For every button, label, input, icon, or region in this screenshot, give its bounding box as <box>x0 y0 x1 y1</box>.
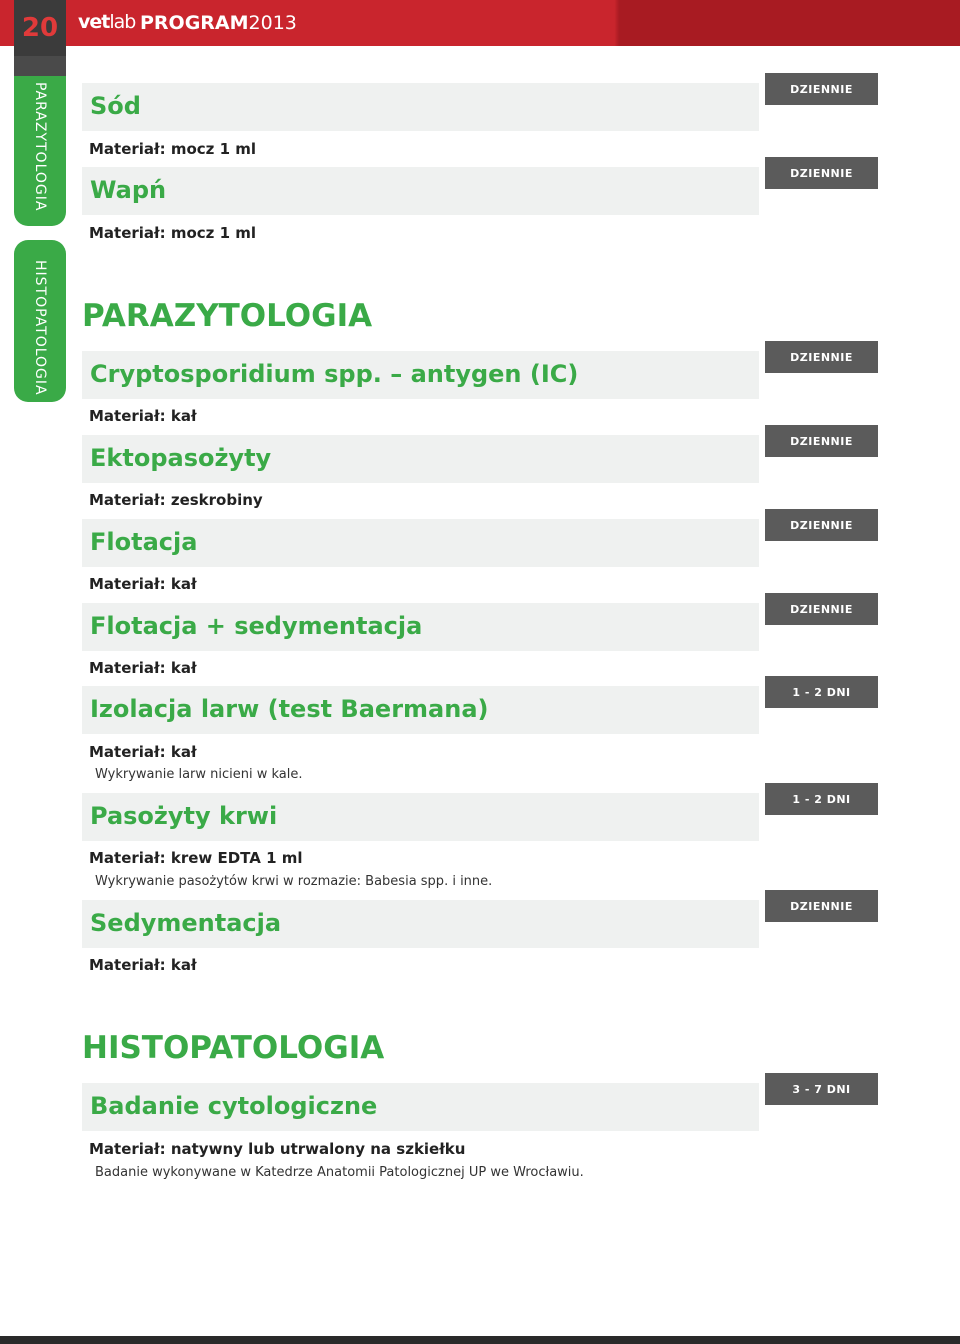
test-material: Materiał: kał <box>89 743 197 761</box>
footer-bar <box>0 1336 960 1344</box>
section-heading-parazytologia: PARAZYTOLOGIA <box>82 298 373 334</box>
test-row-badanie-cytologiczne <box>82 1083 759 1131</box>
test-material: Materiał: kał <box>89 407 197 425</box>
test-material: Materiał: mocz 1 ml <box>89 224 257 242</box>
test-title: Flotacja <box>90 528 198 556</box>
test-material: Materiał: kał <box>89 659 197 677</box>
test-title: Sedymentacja <box>90 909 282 937</box>
side-tab-parazytologia[interactable]: PARAZYTOLOGIA <box>14 76 66 226</box>
turnaround-badge: DZIENNIE <box>765 425 878 457</box>
test-material: Materiał: zeskrobiny <box>89 491 263 509</box>
turnaround-badge: DZIENNIE <box>765 509 878 541</box>
page-number-strip <box>14 56 66 76</box>
test-description: Wykrywanie larw nicieni w kale. <box>95 767 303 782</box>
test-title: Badanie cytologiczne <box>90 1092 378 1120</box>
turnaround-badge: DZIENNIE <box>765 73 878 105</box>
turnaround-badge: DZIENNIE <box>765 593 878 625</box>
test-row-sod <box>82 83 759 131</box>
test-row-ektopasozyty <box>82 435 759 483</box>
side-tab-histopatologia[interactable]: HISTOPATOLOGIA <box>14 240 66 402</box>
test-title: Pasożyty krwi <box>90 802 278 830</box>
page-number: 20 <box>14 0 66 56</box>
test-material: Materiał: krew EDTA 1 ml <box>89 849 303 867</box>
test-title: Flotacja + sedymentacja <box>90 612 423 640</box>
test-row-izolacja-larw <box>82 686 759 734</box>
test-description: Wykrywanie pasożytów krwi w rozmazie: Babesia spp. i inne. <box>95 874 493 889</box>
program-label: PROGRAM <box>140 12 249 34</box>
turnaround-badge: DZIENNIE <box>765 890 878 922</box>
turnaround-badge: 1 - 2 DNI <box>765 783 878 815</box>
turnaround-badge: DZIENNIE <box>765 341 878 373</box>
test-row-flotacja-sedymentacja <box>82 603 759 651</box>
logo-vet: vet <box>78 11 110 33</box>
test-row-pasozyty-krwi <box>82 793 759 841</box>
test-description: Badanie wykonywane w Katedrze Anatomii Patologicznej UP we Wrocławiu. <box>95 1165 584 1180</box>
test-title: Ektopasożyty <box>90 444 272 472</box>
test-row-sedymentacja <box>82 900 759 948</box>
test-material: Materiał: kał <box>89 956 197 974</box>
turnaround-badge: DZIENNIE <box>765 157 878 189</box>
test-material: Materiał: natywny lub utrwalony na szkiełku <box>89 1140 466 1158</box>
turnaround-badge: 3 - 7 DNI <box>765 1073 878 1105</box>
test-row-wapn <box>82 167 759 215</box>
test-row-cryptosporidium <box>82 351 759 399</box>
test-title: Izolacja larw (test Baermana) <box>90 695 489 723</box>
test-row-flotacja <box>82 519 759 567</box>
test-title: Cryptosporidium spp. – antygen (IC) <box>90 360 579 388</box>
test-title: Wapń <box>90 176 167 204</box>
vetlab-logo <box>78 11 135 33</box>
test-material: Materiał: kał <box>89 575 197 593</box>
test-title: Sód <box>90 92 141 120</box>
test-material: Materiał: mocz 1 ml <box>89 140 257 158</box>
program-year: 2013 <box>248 12 297 34</box>
turnaround-badge: 1 - 2 DNI <box>765 676 878 708</box>
program-title <box>140 12 297 34</box>
section-heading-histopatologia: HISTOPATOLOGIA <box>82 1030 385 1066</box>
logo-lab: lab <box>109 11 136 33</box>
